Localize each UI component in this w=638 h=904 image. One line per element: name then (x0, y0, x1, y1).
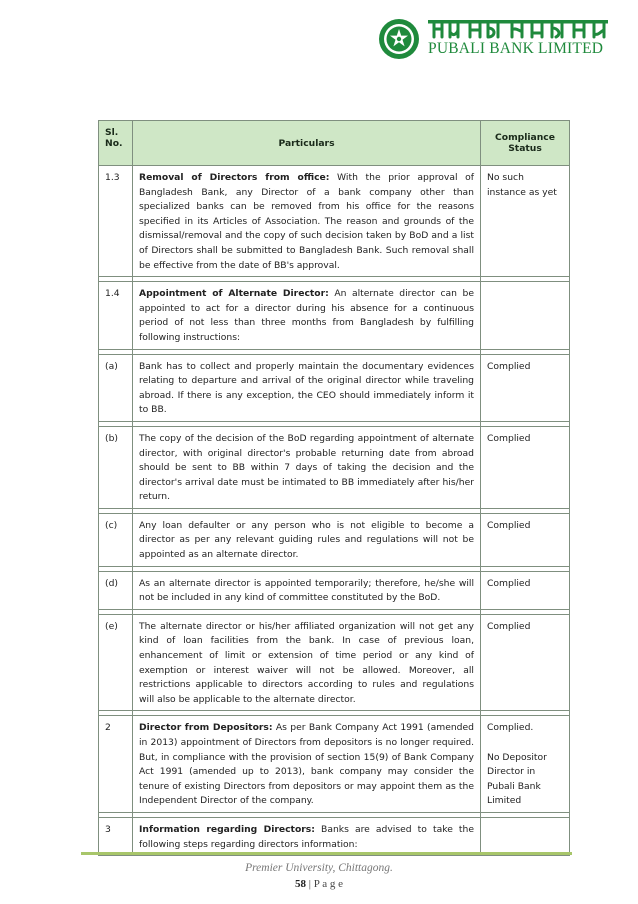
status-line: Complied. (487, 722, 534, 734)
header-sl-no: Sl. No. (99, 121, 133, 166)
status-line: instance as yet (487, 186, 557, 198)
status-line: Director in (487, 766, 536, 778)
pubali-bank-seal-icon (378, 18, 420, 60)
footer-institution: Premier University, Chittagong. (245, 862, 393, 874)
row-title: Appointment of Alternate Director: (139, 288, 329, 300)
row-text: Bank has to collect and properly maintain the documentary evidences relating to departure and arrival of the original director while traveling abroad. If there is any exception, the CEO should immediately inform it to BB. (139, 360, 474, 416)
row-sl-no: 1.4 (99, 282, 133, 349)
header-particulars: Particulars (133, 121, 481, 166)
row-sl-no: (d) (99, 571, 133, 609)
row-particulars (133, 817, 481, 855)
row-compliance-status (481, 282, 570, 349)
row-compliance-status (481, 817, 570, 855)
row-particulars (133, 716, 481, 813)
footer-page-number (0, 878, 638, 890)
row-text: As an alternate director is appointed temporarily; therefore, he/she will not be included in any kind of committee constituted by the BoD. (139, 577, 474, 604)
status-line: Complied (487, 620, 531, 632)
table-row (99, 614, 570, 711)
row-sl-no: (c) (99, 513, 133, 566)
footer-rule (81, 852, 572, 855)
table-body (99, 166, 570, 856)
row-compliance-status (481, 166, 570, 277)
table-row (99, 571, 570, 609)
row-particulars (133, 571, 481, 609)
row-text: Banks are advised to take the following steps regarding directors information: (139, 823, 475, 850)
status-line (487, 287, 563, 302)
row-title: Removal of Directors from office: (139, 172, 330, 183)
table-row (99, 282, 570, 349)
row-text: The alternate director or his/her affiliated organization will not get any kind of loan facilities from the bank. In case of previous loan, enhancement of limit or extension of time period or any kind of exemption or interest waiver will not be allowed. Moreover, all restrictions applicable to directors according to rules and regulations will also be applicable to the alternate director. (139, 620, 474, 705)
status-line: Complied (487, 577, 531, 589)
page-label: | P a g e (306, 878, 343, 890)
row-title: Information regarding Directors: (139, 823, 315, 835)
table-row (99, 716, 570, 813)
table-row (99, 354, 570, 421)
row-particulars (133, 282, 481, 349)
row-sl-no: (e) (99, 614, 133, 711)
row-sl-no: 1.3 (99, 166, 133, 277)
row-compliance-status (481, 571, 570, 609)
row-sl-no: 2 (99, 716, 133, 813)
header-status-line1: Compliance (495, 132, 555, 143)
row-particulars (133, 513, 481, 566)
header-compliance-status (481, 121, 570, 166)
status-line: Limited (487, 795, 522, 807)
bank-name-bengali (428, 18, 608, 40)
status-line: Complied (487, 519, 531, 531)
row-compliance-status (481, 354, 570, 421)
header-status-line2: Status (508, 143, 542, 154)
row-text: As per Bank Company Act 1991 (amended in 2013) appointment of Directors from depositors is no longer required. But, in compliance with the provision of section 15(9) of Bank Company Act 1991 (amended up to 2013), bank company may consider the tenure of existing Directors from depositors or may appoint them as the Independent Director of the company. (139, 722, 474, 807)
row-compliance-status (481, 513, 570, 566)
row-sl-no: (a) (99, 354, 133, 421)
row-compliance-status (481, 614, 570, 711)
status-line (487, 736, 563, 751)
status-line: Complied (487, 360, 531, 372)
row-particulars (133, 166, 481, 277)
table-row (99, 513, 570, 566)
row-particulars (133, 614, 481, 711)
row-title: Director from Depositors: (139, 722, 273, 734)
table-row (99, 426, 570, 508)
status-line: Pubali Bank (487, 780, 541, 792)
table-header-row (99, 121, 570, 166)
status-line (487, 823, 563, 838)
table-row (99, 817, 570, 855)
bank-name-english: PUBALI BANK LIMITED (428, 40, 604, 57)
row-compliance-status (481, 426, 570, 508)
status-line: No Depositor (487, 751, 547, 763)
row-text: With the prior approval of Bangladesh Bank, any Director of a bank company other than specialized banks can be removed from his office for the reasons specified in its Articles of Association. The reason and grounds of the dismissal/removal and the copy of such decision taken by BoD and a list of Directors shall be submitted to Bangladesh Bank. Such removal shall be effective from the date of BB's approval. (139, 172, 474, 271)
row-sl-no: 3 (99, 817, 133, 855)
table-row (99, 166, 570, 277)
row-text: The copy of the decision of the BoD regarding appointment of alternate director, with original director's probable returning date from abroad should be sent to BB within 7 days of taking the decision and the director's arrival date must be intimated to BB immediately after his/her return. (139, 432, 474, 503)
page-number: 58 (295, 878, 307, 890)
status-line: No such (487, 172, 524, 183)
row-text: An alternate director can be appointed to act for a director during his absence for a continuous period of not less than three months from Bangladesh by fulfilling following instructions: (139, 288, 474, 343)
row-particulars (133, 354, 481, 421)
bank-logo (378, 16, 618, 64)
status-line: Complied (487, 432, 531, 444)
row-text: Any loan defaulter or any person who is not eligible to become a director as per any relevant guiding rules and regulations will not be appointed as an alternate director. (139, 519, 474, 561)
compliance-table (98, 120, 570, 856)
row-sl-no: (b) (99, 426, 133, 508)
row-compliance-status (481, 716, 570, 813)
row-particulars (133, 426, 481, 508)
